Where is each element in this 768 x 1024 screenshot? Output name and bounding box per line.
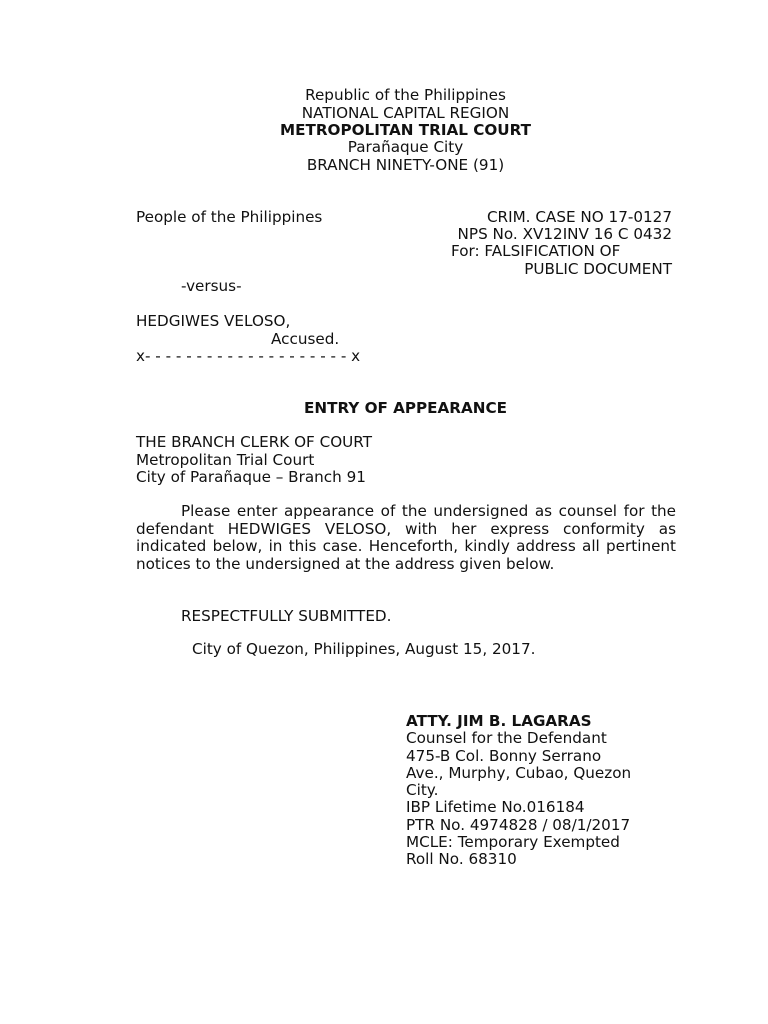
- nps-number: NPS No. XV12INV 16 C 0432: [457, 225, 672, 243]
- respectfully-submitted: RESPECTFULLY SUBMITTED.: [181, 607, 392, 625]
- attorney-address-2: Ave., Murphy, Cubao, Quezon: [406, 763, 632, 782]
- attorney-role: Counsel for the Defendant: [406, 729, 607, 748]
- ibp-number: IBP Lifetime No.016184: [406, 798, 585, 817]
- signature-block: [406, 713, 631, 869]
- attorney-address-3: City.: [406, 781, 439, 800]
- accused-label: Accused.: [271, 330, 340, 348]
- versus-label: -versus-: [181, 277, 242, 295]
- attorney-address-1: 475-B Col. Bonny Serrano: [406, 746, 602, 765]
- ptr-number: PTR No. 4974828 / 08/1/2017: [406, 815, 631, 834]
- case-number: CRIM. CASE NO 17-0127: [486, 208, 672, 226]
- addressee-line-1: THE BRANCH CLERK OF COURT: [136, 433, 372, 451]
- place-and-date: City of Quezon, Philippines, August 15, 2017.: [192, 640, 536, 658]
- charge-line-2: PUBLIC DOCUMENT: [524, 260, 672, 278]
- document-title: ENTRY OF APPEARANCE: [304, 399, 507, 417]
- roll-number: Roll No. 68310: [406, 850, 517, 869]
- caption-separator: x- - - - - - - - - - - - - - - - - - - - x: [136, 347, 361, 365]
- header-court: METROPOLITAN TRIAL COURT: [280, 121, 531, 139]
- plaintiff-name: People of the Philippines: [136, 208, 323, 226]
- body-paragraph: Please enter appearance of the undersigned as counsel for the defendant HEDWIGES VELOSO, with her express conformity as indicated below, in this case. Henceforth, kindly address all pertinent notices to the undersigned at the address given below.: [136, 502, 676, 573]
- header-branch: BRANCH NINETY-ONE (91): [306, 156, 505, 174]
- addressee-line-3: City of Parañaque – Branch 91: [136, 468, 366, 486]
- addressee-line-2: Metropolitan Trial Court: [136, 451, 315, 469]
- header-region: NATIONAL CAPITAL REGION: [301, 104, 510, 122]
- charge-line-1: For: FALSIFICATION OF: [451, 242, 621, 260]
- header-city: Parañaque City: [347, 138, 464, 156]
- attorney-name: ATTY. JIM B. LAGARAS: [406, 712, 592, 730]
- accused-name: HEDGIWES VELOSO,: [136, 312, 291, 330]
- header-republic: Republic of the Philippines: [305, 86, 506, 104]
- mcle-status: MCLE: Temporary Exempted: [406, 833, 620, 852]
